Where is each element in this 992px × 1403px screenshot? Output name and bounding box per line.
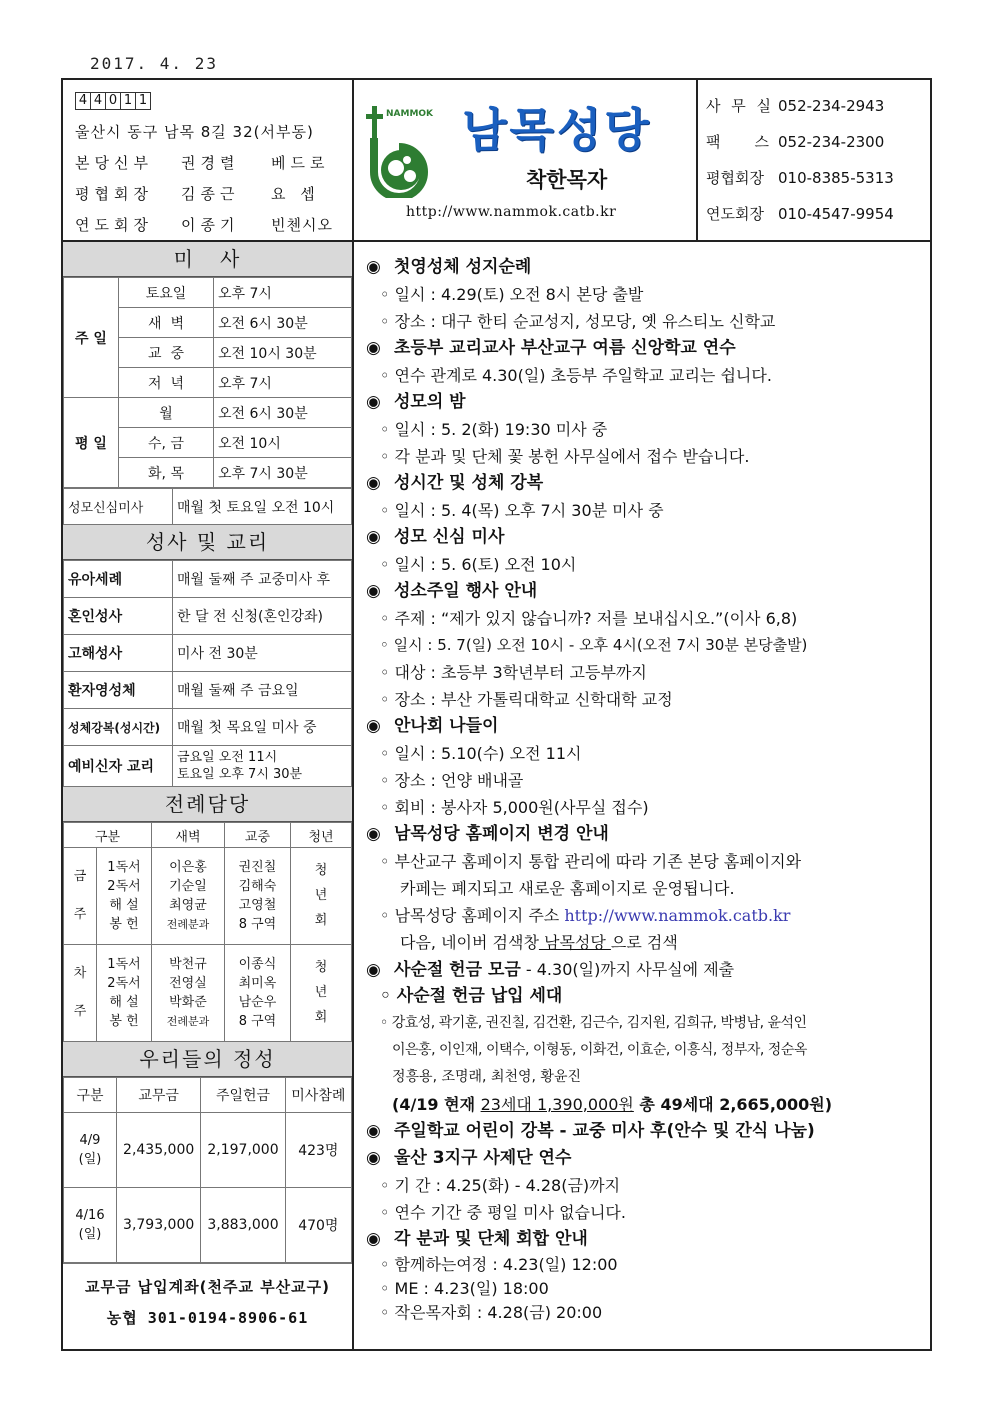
liturgy-heading: 전례담당 <box>63 787 352 822</box>
notice-line: ◦ 장소 : 부산 가톨릭대학교 신학대학 교정 <box>380 690 673 709</box>
mass-time: 오전 6시 30분 <box>214 308 352 338</box>
col-header: 새벽 <box>152 823 225 848</box>
minister: 기순일 <box>169 879 207 894</box>
mass-slot: 교 중 <box>119 338 214 368</box>
staff-saint: 베드로 <box>271 154 330 172</box>
mass-time: 오전 10시 <box>214 428 352 458</box>
bullet-icon: ◉ <box>366 338 381 358</box>
minister: 8 구역 <box>238 917 277 932</box>
notice-line: ◦ 대상 : 초등부 3학년부터 고등부까지 <box>380 663 647 682</box>
notice-title: ◉ 성소주일 행사 안내 <box>366 578 930 605</box>
bullet-icon: ◉ <box>366 824 381 844</box>
minister: 최영균 <box>169 898 207 913</box>
role: 1독서 <box>107 957 141 972</box>
mass-time: 오전 6시 30분 <box>214 398 352 428</box>
staff-name: 김종근 <box>181 185 240 203</box>
notice-line: ◦ 일시 : 5. 4(목) 오후 7시 30분 미사 중 <box>380 501 664 520</box>
sacrament-info: 매월 둘째 주 금요일 <box>173 672 352 709</box>
col-header: 미사참례 <box>285 1078 351 1113</box>
parish-name: 남목성당 <box>462 103 652 157</box>
youth-char: 년 <box>314 888 328 903</box>
notice-line: ◦ 각 분과 및 단체 꽃 봉헌 사무실에서 접수 받습니다. <box>380 447 750 466</box>
bulletin-frame <box>61 78 932 1351</box>
sub-bullet-icon: ◦ <box>380 285 390 304</box>
minister: 전례분과 <box>166 918 210 931</box>
sub-bullet-icon: ◦ <box>380 1279 390 1298</box>
youth-char: 청 <box>314 960 328 975</box>
finance-date <box>64 1188 117 1263</box>
special-mass-table <box>63 488 352 525</box>
contact-list <box>698 80 930 242</box>
notice-line: ◦ 기 간 : 4.25(화) - 4.28(금)까지 <box>380 1176 621 1195</box>
minister: 김해숙 <box>238 879 277 894</box>
account-box <box>63 1263 352 1328</box>
contact-row <box>706 92 930 128</box>
staff-role: 평협회장 <box>75 185 153 203</box>
youth-char: 년 <box>314 985 328 1000</box>
notice-title: ◉ 첫영성체 성지순례 <box>366 254 930 281</box>
mass-slot: 수, 금 <box>119 428 214 458</box>
notice-line: 카페는 폐지되고 새로운 홈페이지로 운영됩니다. <box>400 879 735 898</box>
sacrament-info: 한 달 전 신청(혼인강좌) <box>173 598 352 635</box>
parish-logo <box>364 102 448 198</box>
date-part: (일) <box>78 1152 102 1167</box>
sub-bullet-icon: ◦ <box>380 1015 388 1031</box>
finance-date <box>64 1113 117 1188</box>
logo-text: NAMMOK <box>386 109 434 119</box>
sacrament-name: 유아세례 <box>64 561 173 598</box>
minister: 최미옥 <box>238 976 277 991</box>
sub-bullet-icon: ◦ <box>380 1176 390 1195</box>
role: 봉 헌 <box>109 917 139 932</box>
sacrament-name: 환자영성체 <box>64 672 173 709</box>
attendance-count: 470명 <box>285 1188 351 1263</box>
minister: 권진칠 <box>238 860 277 875</box>
mass-slot: 월 <box>119 398 214 428</box>
sub-bullet-icon: ◦ <box>380 366 390 385</box>
contact-row <box>706 128 930 164</box>
notice-line: ◦ 연수 관계로 4.30(일) 초등부 주일학교 교리는 쉽니다. <box>380 366 772 385</box>
main-list <box>224 945 290 1042</box>
notice-line: 정흥용, 조명래, 최천영, 황윤진 <box>392 1069 581 1085</box>
left-column <box>63 242 354 1349</box>
notice-line: ◦ 부산교구 홈페이지 통합 관리에 따라 기존 본당 홈페이지와 <box>380 852 802 871</box>
dawn-list <box>152 848 225 945</box>
bullet-icon: ◉ <box>366 581 381 601</box>
dues-amount: 3,793,000 <box>117 1188 201 1263</box>
notice-title: ◉ 성모 신심 미사 <box>366 524 930 551</box>
sub-bullet-icon: ◦ <box>380 609 390 628</box>
mass-time: 오후 7시 <box>214 278 352 308</box>
notice-line: ◦ 작은목자회 : 4.28(금) 20:00 <box>380 1303 603 1322</box>
youth-char: 청 <box>314 863 328 878</box>
minister: 이은홍 <box>169 860 207 875</box>
col-header: 주일헌금 <box>201 1078 285 1113</box>
address: 울산시 동구 남목 8길 32(서부동) <box>75 123 314 141</box>
notice-title: ◉ 성모의 밤 <box>366 389 930 416</box>
bullet-icon: ◉ <box>366 527 381 547</box>
role: 2독서 <box>107 879 141 894</box>
sub-bullet-icon: ◦ <box>380 555 390 574</box>
staff-row <box>75 179 352 210</box>
youth-char: 회 <box>314 913 328 928</box>
notice-line: (4/19 현재 23세대 1,390,000원 총 49세대 2,665,000원) <box>392 1095 833 1114</box>
contact-label: 평협회장 <box>706 169 764 187</box>
week-label <box>64 945 97 1042</box>
contact-row <box>706 200 930 236</box>
special-mass-time: 매월 첫 토요일 오전 10시 <box>173 489 352 525</box>
col-header: 구분 <box>64 823 152 848</box>
minister: 박천규 <box>169 957 207 972</box>
col-header: 청년 <box>291 823 352 848</box>
notice-line: ◦ 사순절 헌금 납입 세대 <box>380 986 563 1006</box>
catechism-time: 금요일 오전 11시 <box>177 750 278 765</box>
zip-digit: 1 <box>135 92 151 110</box>
homepage-link[interactable]: http://www.nammok.catb.kr <box>564 906 791 925</box>
sub-bullet-icon: ◦ <box>380 906 390 925</box>
minister: 이종식 <box>238 957 277 972</box>
notice-line: ◦ 일시 : 5. 7(일) 오전 10시 - 오후 4시(오전 7시 30분 본당출발) <box>380 636 808 654</box>
minister: 8 구역 <box>238 1014 277 1029</box>
mass-slot: 새 벽 <box>119 308 214 338</box>
account-number: 농협 301-0194-8906-61 <box>106 1309 309 1327</box>
contact-value: 052-234-2943 <box>778 97 885 115</box>
bullet-icon: ◉ <box>366 1121 381 1141</box>
sacrament-info: 매월 둘째 주 교중미사 후 <box>173 561 352 598</box>
sub-bullet-icon: ◦ <box>380 1303 390 1322</box>
staff-saint: 요 셉 <box>271 185 320 203</box>
staff-row <box>75 210 352 241</box>
sub-bullet-icon: ◦ <box>380 1255 390 1274</box>
sacrament-name: 성체강복(성시간) <box>64 709 173 746</box>
zip-digit: 1 <box>120 92 136 110</box>
contact-value: 010-4547-9954 <box>778 205 894 223</box>
sacrament-name: 고해성사 <box>64 635 173 672</box>
parish-info <box>63 80 354 242</box>
notice-title: ◉ 초등부 교리교사 부산교구 여름 신앙학교 연수 <box>366 335 930 362</box>
finance-table <box>63 1077 352 1263</box>
staff-row <box>75 148 352 179</box>
catechism-time: 토요일 오후 7시 30분 <box>177 767 303 782</box>
sacrament-name: 혼인성사 <box>64 598 173 635</box>
sub-bullet-icon: ◦ <box>380 663 390 682</box>
notice-line: ◦ 연수 기간 중 평일 미사 없습니다. <box>380 1203 626 1222</box>
offering-amount: 3,883,000 <box>201 1188 285 1263</box>
mass-slot: 저 녁 <box>119 368 214 398</box>
minister: 전영실 <box>169 976 207 991</box>
sub-bullet-icon: ◦ <box>380 1203 390 1222</box>
minister: 전례분과 <box>166 1015 210 1028</box>
col-header: 교중 <box>224 823 290 848</box>
contact-label: 연도회장 <box>706 205 764 223</box>
dawn-list <box>152 945 225 1042</box>
sub-bullet-icon: ◦ <box>380 447 390 466</box>
table-row <box>64 1188 352 1263</box>
main-list <box>224 848 290 945</box>
role: 해 설 <box>109 995 139 1010</box>
mass-time: 오후 7시 30분 <box>214 458 352 488</box>
attendance-count: 423명 <box>285 1113 351 1188</box>
notice-line: ◦ 일시 : 5. 6(토) 오전 10시 <box>380 555 577 574</box>
dues-amount: 2,435,000 <box>117 1113 201 1188</box>
mass-time: 오전 10시 30분 <box>214 338 352 368</box>
mass-time: 오후 7시 <box>214 368 352 398</box>
week-char: 주 <box>73 1004 87 1019</box>
role-list <box>97 848 152 945</box>
role: 봉 헌 <box>109 1014 139 1029</box>
mass-schedule-table <box>63 277 352 488</box>
special-mass-label: 성모신심미사 <box>64 489 173 525</box>
sacrament-info: 매월 첫 목요일 미사 중 <box>173 709 352 746</box>
contact-value: 052-234-2300 <box>778 133 885 151</box>
notice-line: ◦ 장소 : 대구 한티 순교성지, 성모당, 옛 유스티노 신학교 <box>380 312 776 331</box>
zip-digit: 0 <box>105 92 121 110</box>
bullet-icon: ◉ <box>366 1229 381 1249</box>
account-title: 교무금 납입계좌(천주교 부산교구) <box>84 1278 331 1296</box>
minister: 박화준 <box>169 995 207 1010</box>
bulletin-subtitle: 착한목자 <box>526 168 608 192</box>
sub-bullet-icon: ◦ <box>380 986 391 1006</box>
notice-line: ◦ 일시 : 4.29(토) 오전 8시 본당 출발 <box>380 285 644 304</box>
sub-bullet-icon: ◦ <box>380 312 390 331</box>
zip-digit: 4 <box>75 92 91 110</box>
notice-title: ◉ 각 분과 및 단체 회합 안내 <box>366 1226 930 1253</box>
bullet-icon: ◉ <box>366 473 381 493</box>
sacrament-info: 미사 전 30분 <box>173 635 352 672</box>
role-list <box>97 945 152 1042</box>
notice-line: ◦ 남목성당 홈페이지 주소 http://www.nammok.catb.kr <box>380 906 791 925</box>
date-part: 4/16 <box>75 1208 105 1223</box>
sub-bullet-icon: ◦ <box>380 690 390 709</box>
sub-bullet-icon: ◦ <box>380 744 390 763</box>
notice-title: ◉ 사순절 헌금 모금 - 4.30(일)까지 사무실에 제출 <box>366 956 930 983</box>
bullet-icon: ◉ <box>366 716 381 736</box>
sacrament-table <box>63 560 352 787</box>
sub-bullet-icon: ◦ <box>380 636 389 654</box>
staff-name: 권경렬 <box>181 154 240 172</box>
zip-digit: 4 <box>90 92 106 110</box>
sacrament-heading: 성사 및 교리 <box>63 525 352 560</box>
notice-line: ◦ 일시 : 5. 2(화) 19:30 미사 중 <box>380 420 608 439</box>
sub-bullet-icon: ◦ <box>380 852 390 871</box>
finance-heading: 우리들의 정성 <box>63 1042 352 1077</box>
notice-line: 다음, 네이버 검색창 남목성당 으로 검색 <box>400 933 678 952</box>
staff-role: 연도회장 <box>75 216 153 234</box>
bulletin-date: 2017. 4. 23 <box>90 54 218 73</box>
liturgy-table <box>63 822 352 1042</box>
contact-label: 팩 스 <box>706 133 773 151</box>
notices-column <box>354 242 930 1325</box>
col-header: 교무금 <box>117 1078 201 1113</box>
youth-list <box>291 945 352 1042</box>
notice-title: ◉ 주일학교 어린이 강복 - 교중 미사 후(안수 및 간식 나눔) <box>366 1118 930 1145</box>
bullet-icon: ◉ <box>366 392 381 412</box>
role: 1독서 <box>107 860 141 875</box>
notice-line: ◦ 일시 : 5.10(수) 오전 11시 <box>380 744 582 763</box>
zip-code <box>75 92 150 110</box>
staff-saint: 빈첸시오 <box>271 216 333 234</box>
contact-value: 010-8385-5313 <box>778 169 894 187</box>
mass-heading: 미 사 <box>63 242 352 277</box>
notice-title: ◉ 성시간 및 성체 강복 <box>366 470 930 497</box>
week-char: 금 <box>73 869 87 884</box>
contact-row <box>706 164 930 200</box>
parish-title-block <box>354 80 698 242</box>
minister: 남순우 <box>238 995 277 1010</box>
youth-char: 회 <box>314 1010 328 1025</box>
parish-url[interactable]: http://www.nammok.catb.kr <box>406 204 617 220</box>
table-row <box>64 1113 352 1188</box>
search-keyword: 남목성당 <box>538 933 611 952</box>
sub-bullet-icon: ◦ <box>380 771 390 790</box>
youth-list <box>291 848 352 945</box>
notice-line: ◦ 장소 : 언양 배내골 <box>380 771 524 790</box>
notice-line: ◦ 주제 : “제가 있지 않습니까? 저를 보내십시오.”(이사 6,8) <box>380 609 798 628</box>
minister: 고영철 <box>238 898 277 913</box>
notice-title: ◉ 울산 3지구 사제단 연수 <box>366 1145 930 1172</box>
week-char: 주 <box>73 907 87 922</box>
staff-name: 이종기 <box>181 216 240 234</box>
sacrament-info <box>173 746 352 787</box>
date-part: 4/9 <box>79 1133 101 1148</box>
week-label <box>64 848 97 945</box>
notice-line: ◦ 함께하는여정 : 4.23(일) 12:00 <box>380 1255 618 1274</box>
role: 2독서 <box>107 976 141 991</box>
notice-line: ◦ 회비 : 봉사자 5,000원(사무실 접수) <box>380 798 649 817</box>
bullet-icon: ◉ <box>366 257 381 277</box>
notice-line: 이은홍, 이인재, 이택수, 이형동, 이화건, 이효순, 이흥식, 정부자, 정순옥 <box>392 1042 807 1058</box>
bullet-icon: ◉ <box>366 1148 381 1168</box>
bullet-icon: ◉ <box>366 960 381 980</box>
sub-bullet-icon: ◦ <box>380 420 390 439</box>
notice-line: ◦ 강효성, 곽기훈, 권진칠, 김건환, 김근수, 김지원, 김희규, 박병남, 윤석인 <box>380 1015 807 1031</box>
notice-line: ◦ ME : 4.23(일) 18:00 <box>380 1279 549 1298</box>
offering-amount: 2,197,000 <box>201 1113 285 1188</box>
sub-bullet-icon: ◦ <box>380 798 390 817</box>
staff-role: 본당신부 <box>75 154 153 172</box>
sunday-label: 주 일 <box>64 278 119 398</box>
contact-label: 사 무 실 <box>706 97 775 115</box>
notice-title: ◉ 안나회 나들이 <box>366 713 930 740</box>
week-char: 차 <box>73 966 87 981</box>
mass-slot: 토요일 <box>119 278 214 308</box>
mass-slot: 화, 목 <box>119 458 214 488</box>
role: 해 설 <box>109 898 139 913</box>
date-part: (일) <box>78 1227 102 1242</box>
sacrament-name: 예비신자 교리 <box>64 746 173 787</box>
notice-title: ◉ 남목성당 홈페이지 변경 안내 <box>366 821 930 848</box>
col-header: 구분 <box>64 1078 117 1113</box>
sub-bullet-icon: ◦ <box>380 501 390 520</box>
weekday-label: 평 일 <box>64 398 119 488</box>
